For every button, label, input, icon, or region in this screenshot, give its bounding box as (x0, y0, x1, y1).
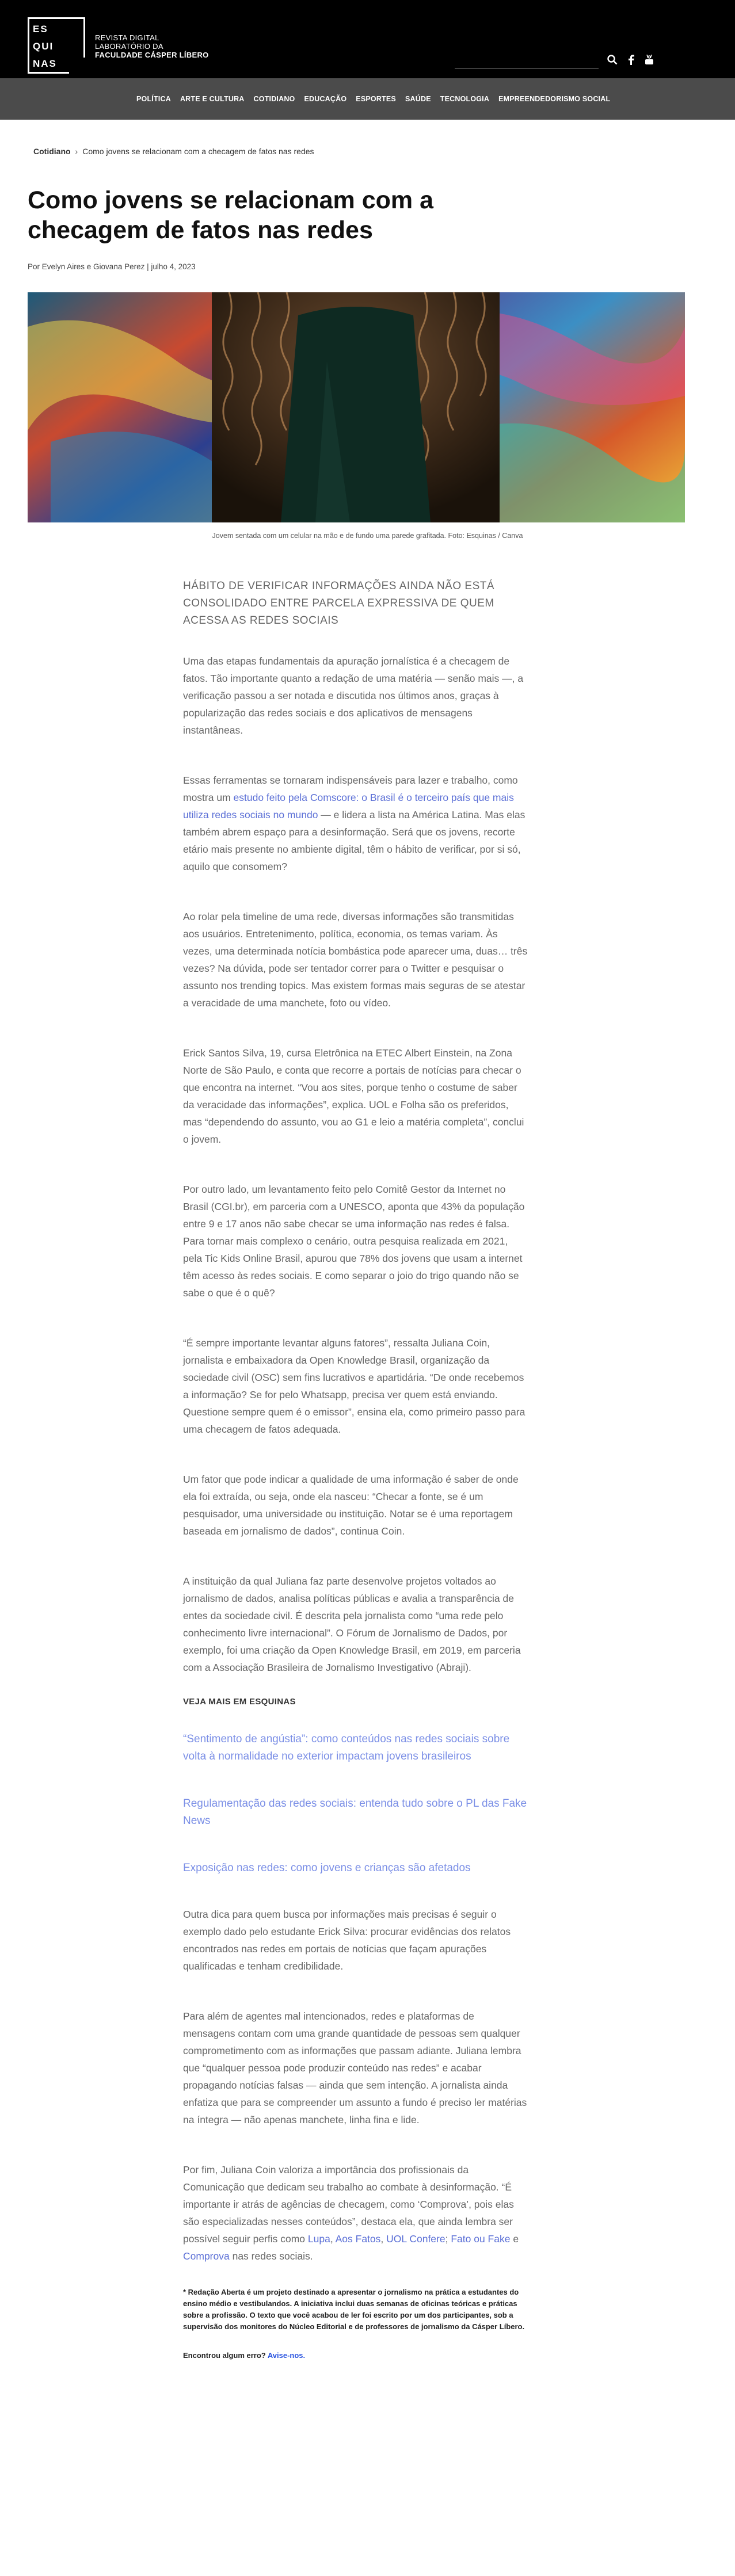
paragraph-11-text-after: nas redes sociais. (229, 2250, 313, 2262)
logo-text-nas: NAS (33, 58, 57, 69)
breadcrumb-current: Como jovens se relacionam com a checagem de fatos nas redes (82, 147, 314, 156)
paragraph-10: Para além de agentes mal intencionados, redes e plataformas de mensagens contam com uma grande quantidade de pessoas sem qualquer comprometimento com as informações que passam adiante. Juliana lembra que “qualquer pessoa pode produzir conteúdo nas redes” e acabar propagando notícias falsas — ainda que sem intenção. A jornalista ainda enfatiza que para se compreender um assunto a fundo é preciso ler matérias na íntegra — não apenas manchete, linha fina e lide. (183, 2010, 527, 2125)
paragraph-2 (183, 772, 528, 875)
image-caption: Jovem sentada com um celular na mão e de fundo uma parede grafitada. Foto: Esquinas / Canva (212, 532, 523, 540)
chevron-right-icon: › (75, 147, 78, 156)
hero-image (28, 292, 685, 522)
paragraph-2-text-after: — e lidera a lista na América Latina. Mas elas também abrem espaço para a desinformação. Será que os jovens, recorte etário mais presente no ambiente digital, têm o hábito de verificar, por si só, aquilo que consomem? (183, 809, 525, 872)
paragraph-7: Um fator que pode indicar a qualidade de uma informação é saber de onde ela foi extraída, ou seja, onde ela nasceu: “Checar a fonte, se é um pesquisador, uma universidade ou instituição. Notar se é uma reportagem baseada em jornalismo de dados”, continua Coin. (183, 1474, 519, 1537)
redacao-aberta-note: * Redação Aberta é um projeto destinado a apresentar o jornalismo na prática a estudantes do ensino médio e vestibulandos. A iniciativa inclui duas semanas de oficinas teóricas e práticas sobre a profissão. O texto que você acabou de ler foi escrito por um dos participantes, sob a supervisão dos monitores do Núcleo Editorial e de professores de jornalismo da Cásper Líbero. (183, 2288, 525, 2331)
site-header (0, 0, 735, 78)
paragraph-1: Uma das etapas fundamentais da apuração jornalística é a checagem de fatos. Tão importante quanto a redação de uma matéria — senão mais —, a verificação passou a ser notada e discutida nos últimos anos, graças à popularização das redes sociais e dos aplicativos de mensagens instantâneas. (183, 655, 524, 736)
facebook-icon[interactable] (625, 54, 637, 66)
nav-item-politica[interactable]: POLÍTICA (136, 95, 171, 103)
related-link-2[interactable]: Regulamentação das redes sociais: entenda tudo sobre o PL das Fake News (183, 1798, 527, 1827)
youtube-icon[interactable] (643, 54, 655, 66)
breadcrumb (33, 147, 314, 156)
breadcrumb-section[interactable]: Cotidiano (33, 147, 71, 156)
header-icons (607, 54, 655, 66)
see-also-heading: VEJA MAIS EM ESQUINAS (183, 1697, 296, 1707)
separator-text: , (380, 2233, 387, 2245)
nav-item-arte-e-cultura[interactable]: ARTE E CULTURA (180, 95, 245, 103)
lupa-link[interactable]: Lupa (307, 2233, 330, 2245)
paragraph-9: Outra dica para quem busca por informações mais precisas é seguir o exemplo dado pelo estudante Erick Silva: procurar evidências dos relatos encontrados nas redes em portais de notícias que façam apurações qualificadas e tenham credibilidade. (183, 1909, 511, 1972)
nav-item-saude[interactable]: SAÚDE (405, 95, 431, 103)
site-name-line2: LABORATÓRIO DA (95, 42, 163, 51)
aos-fatos-link[interactable]: Aos Fatos (335, 2233, 381, 2245)
paragraph-4: Erick Santos Silva, 19, cursa Eletrônica na ETEC Albert Einstein, na Zona Norte de São Paulo, e conta que recorre a portais de notícias para checar o que encontra na internet. “Vou aos sites, porque tenho o costume de saber da veracidade das informações”, explica. UOL e Folha são os preferidos, mas “dependendo do assunto, vou ao G1 e leio a matéria completa”, conclui o jovem. (183, 1047, 524, 1145)
nav-item-esportes[interactable]: ESPORTES (356, 95, 396, 103)
site-name (95, 33, 209, 59)
paragraph-11-text-before: Por fim, Juliana Coin valoriza a importância dos profissionais da Comunicação que dedicam seu trabalho ao combate à desinformação. “É importante ir atrás de agências de checagem, como ‘Comprova’, pois elas são especializadas nesses conteúdos”, destaca ela, que ainda lembra ser possível seguir perfis como (183, 2164, 514, 2245)
report-error-link[interactable]: Avise-nos. (267, 2351, 306, 2360)
main-nav (0, 78, 735, 120)
fato-ou-fake-link[interactable]: Fato ou Fake (451, 2233, 511, 2245)
paragraph-5: Por outro lado, um levantamento feito pelo Comitê Gestor da Internet no Brasil (CGI.br), em parceria com a UNESCO, aponta que 43% da população entre 9 e 17 anos não sabe checar se uma informação nas redes é falsa. Para tornar mais complexo o cenário, outra pesquisa realizada em 2021, pela Tic Kids Online Brasil, apurou que 78% dos jovens que usam a internet têm acesso às redes sociais. E como separar o joio do trigo quando não se sabe o que é o quê? (183, 1184, 525, 1299)
search-icon[interactable] (607, 54, 618, 66)
logo-text-es: ES (33, 24, 48, 35)
article-lede: HÁBITO DE VERIFICAR INFORMAÇÕES AINDA NÃO ESTÁ CONSOLIDADO ENTRE PARCELA EXPRESSIVA DE QUEM ACESSA AS REDES SOCIAIS (183, 580, 495, 627)
logo-corner-cut (69, 58, 85, 74)
article-body (183, 578, 528, 2360)
paragraph-8: A instituição da qual Juliana faz parte desenvolve projetos voltados ao jornalismo de dados, analisa políticas públicas e avalia a transparência de entes da sociedade civil. É descrita pela jornalista como “uma rede pelo conhecimento livre internacional”. O Fórum de Jornalismo de Dados, por exemplo, foi uma criação da Open Knowledge Brasil, em 2019, em parceria com a Associação Brasileira de Jornalismo Investigativo (Abraji). (183, 1575, 521, 1673)
nav-item-educacao[interactable]: EDUCAÇÃO (304, 95, 347, 103)
nav-item-cotidiano[interactable]: COTIDIANO (253, 95, 295, 103)
separator-text: e (510, 2233, 519, 2245)
site-name-line1: REVISTA DIGITAL (95, 33, 159, 42)
related-link-3[interactable]: Exposição nas redes: como jovens e crianças são afetados (183, 1862, 471, 1874)
paragraph-3: Ao rolar pela timeline de uma rede, diversas informações são transmitidas aos usuários. Entretenimento, política, economia, os temas variam. Às vezes, uma determinada notícia bombástica pode aparecer uma, duas… três vezes? Na dúvida, pode ser tentador correr para o Twitter e pesquisar o assunto nos trending topics. Mas existem formas mais seguras de se atestar a veracidade de uma manchete, foto ou vídeo. (183, 911, 528, 1009)
report-error-label: Encontrou algum erro? (183, 2351, 268, 2360)
uol-confere-link[interactable]: UOL Confere (386, 2233, 445, 2245)
site-logo[interactable] (28, 17, 85, 74)
logo-text-qui: QUI (33, 41, 54, 52)
paragraph-2-text-before: Essas ferramentas se tornaram indispensáveis para lazer e trabalho, como mostra um (183, 774, 518, 803)
paragraph-11 (183, 2161, 528, 2265)
article-byline: Por Evelyn Aires e Giovana Perez | julho 4, 2023 (28, 262, 196, 271)
site-name-line3: FACULDADE CÁSPER LÍBERO (95, 51, 209, 59)
paragraph-6: “É sempre importante levantar alguns fatores”, ressalta Juliana Coin, jornalista e embaixadora da Open Knowledge Brasil, organização da sociedade civil (OSC) sem fins lucrativos e apartidária. “De onde recebemos a informação? Se for pelo Whatsapp, precisa ver quem está enviando. Questione sempre quem é o emissor”, ensina ela, como primeiro passo para uma checagem de fatos adequada. (183, 1337, 525, 1435)
report-error (183, 2351, 528, 2360)
separator-text: , (330, 2233, 336, 2245)
nav-item-empreendedorismo-social[interactable]: EMPREENDEDORISMO SOCIAL (498, 95, 611, 103)
comprova-link[interactable]: Comprova (183, 2250, 230, 2262)
comscore-study-link[interactable]: estudo feito pela Comscore: o Brasil é o terceiro país que mais utiliza redes sociais no mundo (183, 792, 514, 820)
related-link-1[interactable]: “Sentimento de angústia”: como conteúdos nas redes sociais sobre volta à normalidade no exterior impactam jovens brasileiros (183, 1733, 510, 1762)
article-title: Como jovens se relacionam com a checagem de fatos nas redes (28, 186, 433, 244)
separator-text: ; (445, 2233, 451, 2245)
nav-item-tecnologia[interactable]: TECNOLOGIA (440, 95, 490, 103)
